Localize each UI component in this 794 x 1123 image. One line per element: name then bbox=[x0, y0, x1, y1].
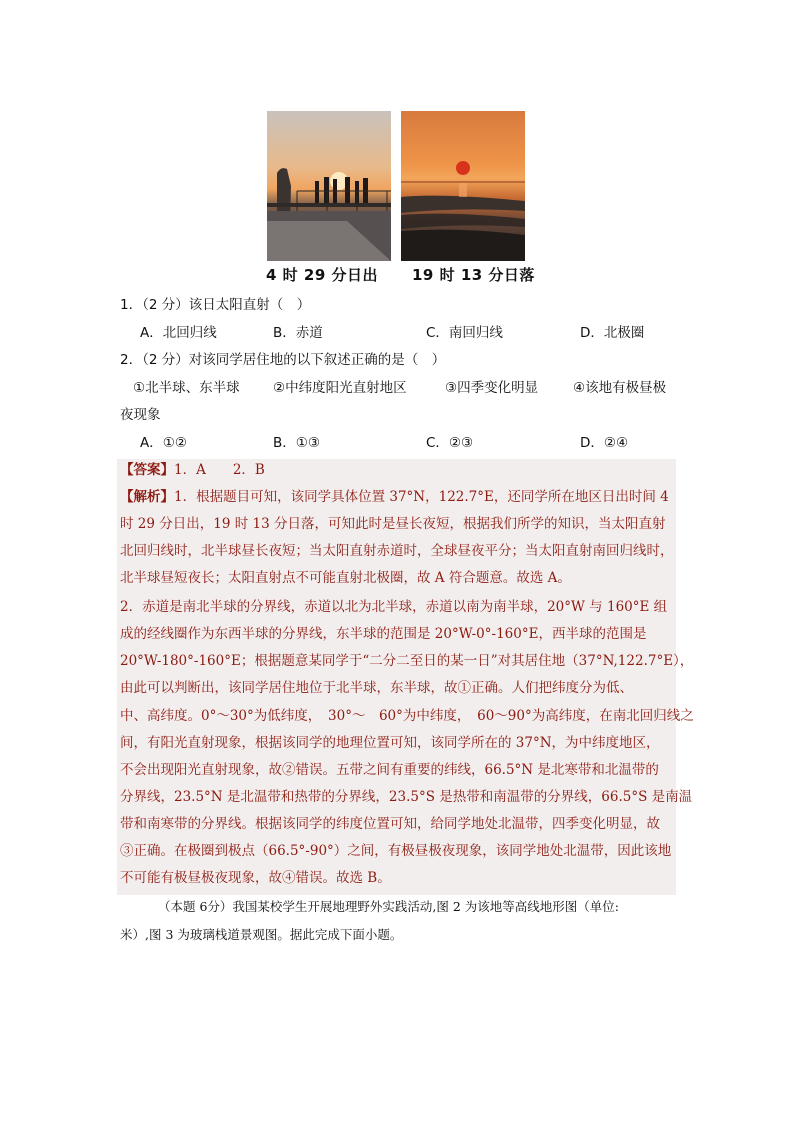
analysis-text-line: 带和南寒带的分界线。根据该同学的纬度位置可知，给同学地处北温带，四季变化明显，故 bbox=[120, 816, 660, 832]
analysis-text-line: 中、高纬度。0°～30°为低纬度， 30°～ 60°为中纬度， 60～90°为高纬度，在南北回归线之 bbox=[120, 708, 694, 724]
analysis-text-line: 时 29 分日出，19 时 13 分日落，可知此时是昼长夜短，根据我们所学的知识，当太阳直射 bbox=[120, 516, 666, 532]
next-intro-line: （本题 6分）我国某校学生开展地理野外实践活动,图 2 为该地等高线地形图（单位: bbox=[158, 899, 620, 914]
answer-tag: 【答案】 bbox=[120, 462, 174, 478]
q2-statement-4: ④该地有极昼极 bbox=[573, 380, 667, 396]
analysis-text-line: 北回归线时，北半球昼长夜短；当太阳直射赤道时，全球昼夜平分；当太阳直射南回归线时， bbox=[120, 543, 674, 559]
q2-option-a: A．①② bbox=[140, 435, 187, 451]
answer-line bbox=[120, 460, 265, 480]
analysis-line bbox=[120, 487, 669, 507]
analysis-text-line: 2．赤道是南北半球的分界线，赤道以北为北半球，赤道以南为南半球，20°W 与 160°E 组 bbox=[120, 599, 668, 615]
analysis-tag: 【解析】 bbox=[120, 489, 174, 505]
question-2-stem: 2．（2 分）对该同学居住地的以下叙述正确的是（ ） bbox=[120, 352, 446, 368]
q2-option-d: D．②④ bbox=[580, 435, 629, 451]
q1-option-a: A．北回归线 bbox=[140, 325, 217, 341]
q1-option-d: D．北极圈 bbox=[580, 325, 645, 341]
analysis-text-line: 20°W-180°-160°E；根据题意某同学于“二分二至日的某一日”对其居住地（37°N,122.7°E）， bbox=[120, 653, 694, 669]
q2-statement-2: ②中纬度阳光直射地区 bbox=[273, 380, 407, 396]
analysis-text-line: 不可能有极昼极夜现象，故④错误。故选 B。 bbox=[120, 870, 391, 886]
sunset-photo bbox=[401, 111, 525, 261]
q2-statement-3: ③四季变化明显 bbox=[445, 380, 539, 396]
answer-text: 1．A 2．B bbox=[174, 462, 265, 478]
analysis-text-line: ③正确。在极圈到极点（66.5°-90°）之间，有极昼极夜现象，该同学地处北温带，因此该地 bbox=[120, 843, 672, 859]
analysis-text-line: 不会出现阳光直射现象，故②错误。五带之间有重要的纬线，66.5°N 是北寒带和北温带的 bbox=[120, 762, 659, 778]
q1-option-c: C．南回归线 bbox=[426, 325, 503, 341]
q2-statement-1: ①北半球、东半球 bbox=[133, 380, 240, 396]
sunrise-photo bbox=[267, 111, 391, 261]
analysis-text-line: 北半球昼短夜长；太阳直射点不可能直射北极圈，故 A 符合题意。故选 A。 bbox=[120, 570, 571, 586]
sunset-scene bbox=[401, 111, 525, 261]
analysis-text-line: 由此可以判断出，该同学居住地位于北半球，东半球，故①正确。人们把纬度分为低、 bbox=[120, 680, 633, 696]
q1-option-b: B．赤道 bbox=[273, 325, 323, 341]
analysis-text-line: 1．根据题目可知，该同学具体位置 37°N，122.7°E，还同学所在地区日出时间 4 bbox=[174, 489, 669, 505]
analysis-text-line: 分界线，23.5°N 是北温带和热带的分界线，23.5°S 是热带和南温带的分界线，66.5°S 是南温 bbox=[120, 789, 693, 805]
q2-option-c: C．②③ bbox=[426, 435, 474, 451]
next-intro-line: 米）,图 3 为玻璃栈道景观图。据此完成下面小题。 bbox=[120, 927, 403, 942]
sunrise-caption: 4 时 29 分日出 bbox=[266, 266, 378, 284]
photo-captions bbox=[266, 264, 556, 286]
q2-statement-cont: 夜现象 bbox=[120, 407, 161, 423]
question-1-stem: 1．（2 分）该日太阳直射（ ） bbox=[120, 297, 311, 313]
photo-pair bbox=[267, 111, 525, 261]
sunrise-scene bbox=[267, 111, 391, 261]
analysis-text-line: 间，有阳光直射现象，根据该同学的地理位置可知，该同学所在的 37°N，为中纬度地区， bbox=[120, 735, 660, 751]
q2-option-b: B．①③ bbox=[273, 435, 320, 451]
analysis-text-line: 成的经线圈作为东西半球的分界线，东半球的范围是 20°W-0°-160°E，西半球的范围是 bbox=[120, 626, 647, 642]
sunset-caption: 19 时 13 分日落 bbox=[412, 266, 535, 284]
